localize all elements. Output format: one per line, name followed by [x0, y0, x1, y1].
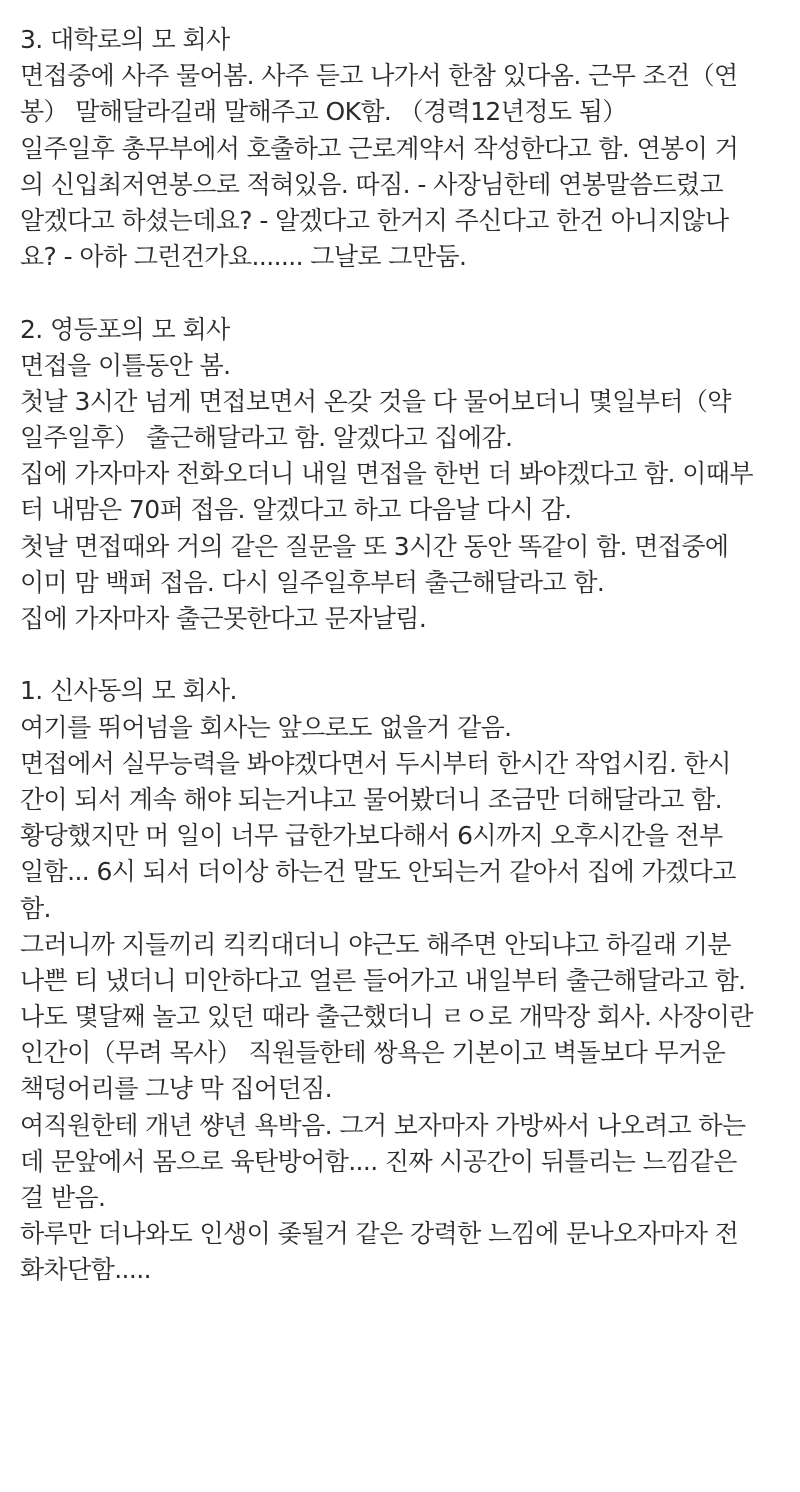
story-line: 함. — [20, 893, 51, 923]
story-section-2 — [20, 312, 792, 638]
story-line: 알겠다고 하셨는데요? - 알겠다고 한거지 주신다고 한건 아니지않나 — [20, 205, 729, 235]
story-line: 일주일후 총무부에서 호출하고 근로계약서 작성한다고 함. 연봉이 거 — [20, 133, 739, 163]
story-line: 일함... 6시 되서 더이상 하는건 말도 안되는거 같아서 집에 가겠다고 — [20, 857, 736, 887]
story-line: 황당했지만 머 일이 너무 급한가보다해서 6시까지 오후시간을 전부 — [20, 821, 723, 851]
story-line: 나쁜 티 냈더니 미안하다고 얼른 들어가고 내일부터 출근해달라고 함. — [20, 965, 746, 995]
story-line: 그러니까 지들끼리 킥킥대더니 야근도 해주면 안되냐고 하길래 기분 — [20, 929, 731, 959]
section-heading: 2. 영등포의 모 회사 — [20, 314, 230, 344]
section-spacer — [20, 275, 792, 311]
section-spacer — [20, 637, 792, 673]
section-heading: 1. 신사동의 모 회사. — [20, 676, 237, 706]
story-line: 하루만 더나와도 인생이 좆될거 같은 강력한 느낌에 문나오자마자 전 — [20, 1219, 739, 1249]
story-line: 터 내맘은 70퍼 접음. 알겠다고 하고 다음날 다시 감. — [20, 495, 572, 525]
story-section-3 — [20, 22, 792, 275]
story-line: 요? - 아하 그런건가요....... 그날로 그만둠. — [20, 242, 467, 272]
story-line: 화차단함..... — [20, 1255, 151, 1285]
story-line: 면접을 이틀동안 봄. — [20, 350, 231, 380]
story-line: 의 신입최저연봉으로 적혀있음. 따짐. - 사장님한테 연봉말씀드렸고 — [20, 169, 724, 199]
story-section-1 — [20, 673, 792, 1288]
story-line: 이미 맘 백퍼 접음. 다시 일주일후부터 출근해달라고 함. — [20, 567, 605, 597]
story-line: 일주일후） 출근해달라고 함. 알겠다고 집에감. — [20, 423, 513, 453]
story-line: 간이 되서 계속 해야 되는거냐고 물어봤더니 조금만 더해달라고 함. — [20, 784, 722, 814]
story-line: 첫날 3시간 넘게 면접보면서 온갖 것을 다 물어보더니 몇일부터（약 — [20, 386, 731, 416]
story-line: 첫날 면접때와 거의 같은 질문을 또 3시간 동안 똑같이 함. 면접중에 — [20, 531, 729, 561]
story-line: 면접중에 사주 물어봄. 사주 듣고 나가서 한참 있다옴. 근무 조건（연 — [20, 61, 738, 91]
story-line: 집에 가자마자 출근못한다고 문자날림. — [20, 604, 427, 633]
story-line: 인간이（무려 목사） 직원들한테 쌍욕은 기본이고 벽돌보다 무거운 — [20, 1038, 726, 1068]
section-heading: 3. 대학로의 모 회사 — [20, 25, 230, 54]
story-line: 나도 몇달째 놀고 있던 때라 출근했더니 ㄹㅇ로 개막장 회사. 사장이란 — [20, 1002, 753, 1032]
post-body — [20, 22, 792, 1289]
story-line: 면접에서 실무능력을 봐야겠다면서 두시부터 한시간 작업시킴. 한시 — [20, 748, 731, 778]
story-line: 책덩어리를 그냥 막 집어던짐. — [20, 1074, 332, 1104]
story-line: 여기를 뛰어넘을 회사는 앞으로도 없을거 같음. — [20, 712, 512, 742]
story-line: 데 문앞에서 몸으로 육탄방어함.... 진짜 시공간이 뒤틀리는 느낌같은 — [20, 1146, 737, 1176]
story-line: 여직원한테 개년 썅년 욕박음. 그거 보자마자 가방싸서 나오려고 하는 — [20, 1110, 746, 1140]
story-line: 걸 받음. — [20, 1183, 106, 1212]
story-line: 집에 가자마자 전화오더니 내일 면접을 한번 더 봐야겠다고 함. 이때부 — [20, 459, 753, 489]
story-line: 봉） 말해달라길래 말해주고 OK함. （경력12년정도 됨） — [20, 97, 627, 127]
